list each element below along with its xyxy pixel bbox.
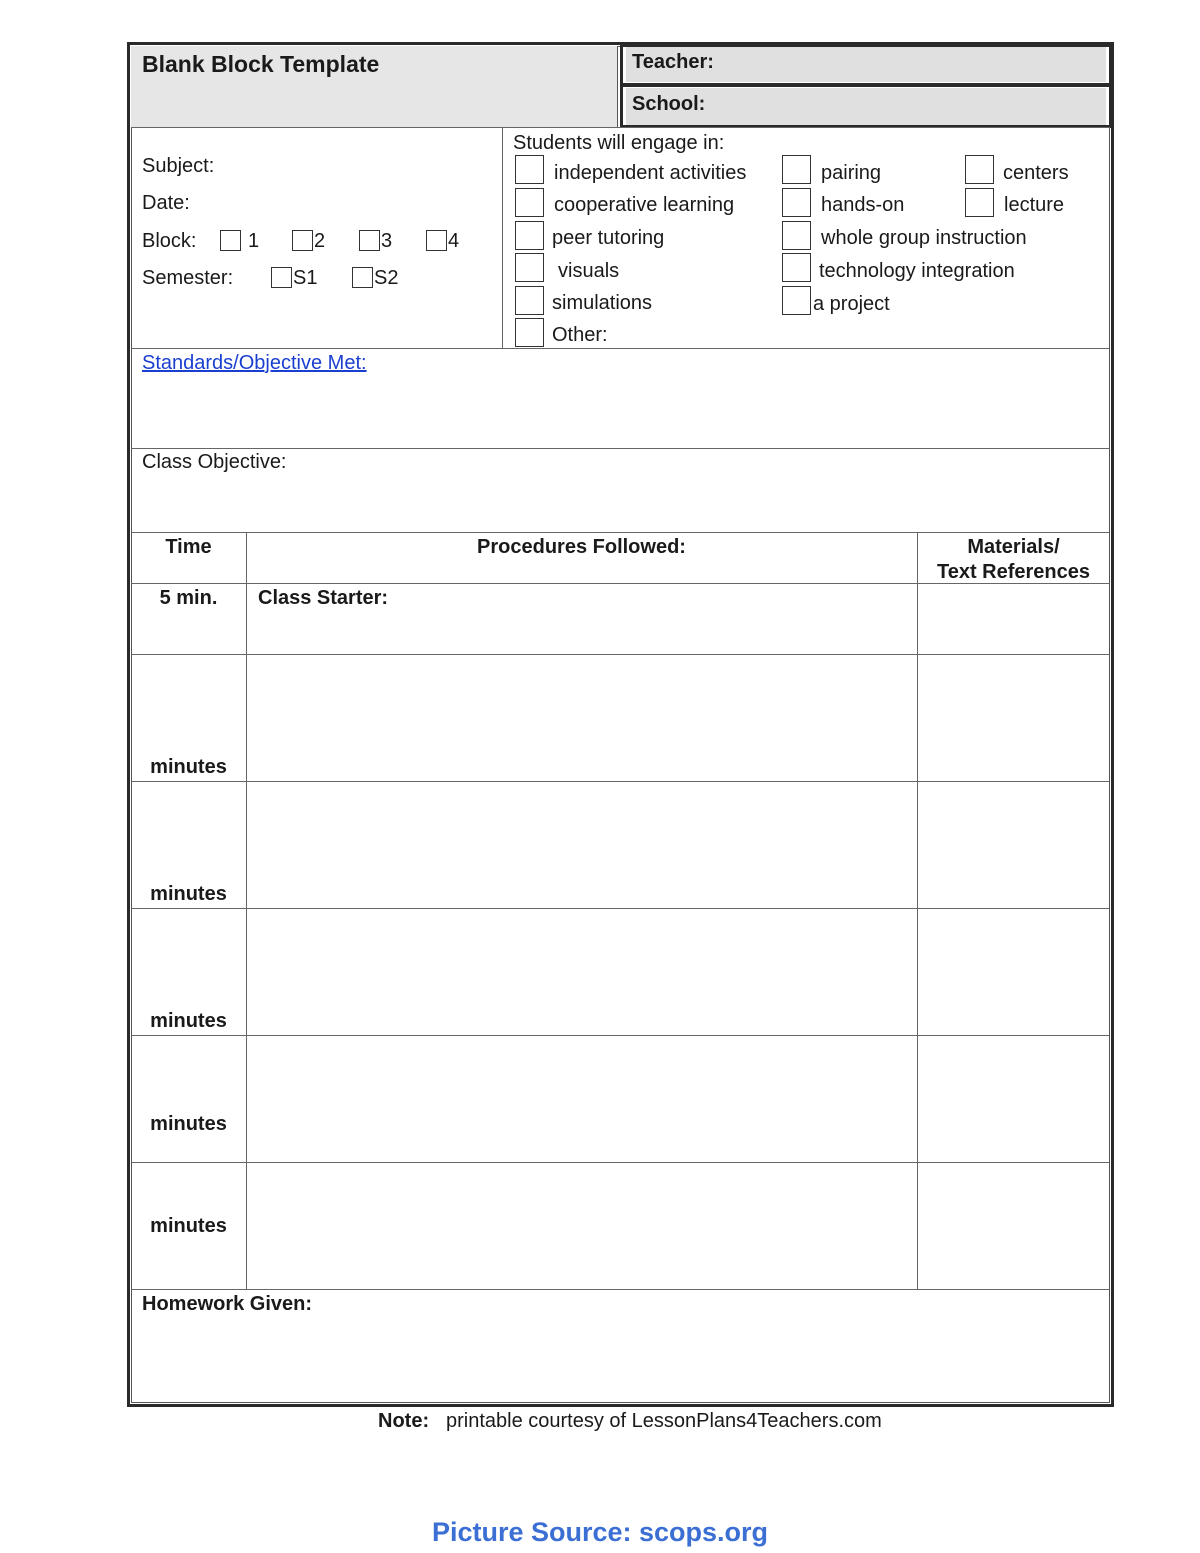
block-3-label: 3 <box>381 230 393 252</box>
engage-checkbox[interactable] <box>782 253 811 282</box>
procedures-header: Procedures Followed: <box>477 536 686 558</box>
engage-checkbox[interactable] <box>515 188 544 217</box>
divider-row5 <box>131 1162 1110 1163</box>
engage-option: independent activities <box>554 162 747 184</box>
divider-homework <box>131 1289 1110 1290</box>
divider-row4 <box>131 1035 1110 1036</box>
minutes-label: minutes <box>150 756 227 778</box>
semester-s2-checkbox[interactable] <box>352 267 373 288</box>
divider-table-top <box>131 532 1110 533</box>
engage-checkbox[interactable] <box>515 253 544 282</box>
starter-time: 5 min. <box>159 587 218 609</box>
teacher-school-divider <box>623 83 1109 87</box>
divider-header <box>131 127 1110 128</box>
time-header: Time <box>165 536 212 558</box>
engage-option: lecture <box>1004 194 1065 216</box>
minutes-label: minutes <box>150 1010 227 1032</box>
form-title: Blank Block Template <box>142 51 380 77</box>
divider-time-col <box>246 532 247 1289</box>
materials-header-line2: Text References <box>936 561 1091 583</box>
block-2-checkbox[interactable] <box>292 230 313 251</box>
teacher-label: Teacher: <box>632 51 714 73</box>
engage-checkbox[interactable] <box>515 155 544 184</box>
engage-option: technology integration <box>819 260 1015 282</box>
engage-option: hands-on <box>821 194 905 216</box>
engage-option: cooperative learning <box>554 194 735 216</box>
date-label: Date: <box>142 192 190 214</box>
class-starter-label: Class Starter: <box>258 587 389 609</box>
engage-option: visuals <box>558 260 620 282</box>
engage-option: Other: <box>552 324 608 346</box>
engage-checkbox[interactable] <box>782 221 811 250</box>
picture-source: Picture Source: scops.org <box>431 1517 769 1547</box>
minutes-label: minutes <box>150 1113 227 1135</box>
divider-standards <box>131 348 1110 349</box>
block-1-label: 1 <box>248 230 260 252</box>
divider-row1 <box>131 654 1110 655</box>
block-4-checkbox[interactable] <box>426 230 447 251</box>
engage-checkbox[interactable] <box>965 188 994 217</box>
divider-info-engage <box>502 127 503 349</box>
block-1-checkbox[interactable] <box>220 230 241 251</box>
materials-header-line1: Materials/ <box>967 536 1060 558</box>
engage-option: a project <box>813 293 890 315</box>
semester-s2-label: S2 <box>374 267 399 289</box>
note-label: Note: <box>378 1410 430 1432</box>
engage-checkbox[interactable] <box>965 155 994 184</box>
engage-checkbox[interactable] <box>515 286 544 315</box>
block-label: Block: <box>142 230 197 252</box>
school-label: School: <box>632 93 706 115</box>
engage-heading: Students will engage in: <box>513 132 725 154</box>
standards-link[interactable]: Standards/Objective Met: <box>142 352 367 374</box>
block-4-label: 4 <box>448 230 460 252</box>
divider-row3 <box>131 908 1110 909</box>
note-text: printable courtesy of LessonPlans4Teachers.com <box>446 1410 882 1432</box>
class-objective-label: Class Objective: <box>142 451 287 473</box>
engage-checkbox[interactable] <box>782 155 811 184</box>
block-3-checkbox[interactable] <box>359 230 380 251</box>
engage-option: simulations <box>552 292 653 314</box>
semester-s1-label: S1 <box>293 267 318 289</box>
divider-objective <box>131 448 1110 449</box>
engage-checkbox[interactable] <box>515 221 544 250</box>
minutes-label: minutes <box>150 1215 227 1237</box>
engage-checkbox[interactable] <box>782 188 811 217</box>
block-2-label: 2 <box>314 230 326 252</box>
engage-option: peer tutoring <box>552 227 665 249</box>
divider-materials-col <box>917 532 918 1289</box>
engage-option: centers <box>1003 162 1069 184</box>
semester-label: Semester: <box>142 267 234 289</box>
engage-checkbox[interactable] <box>515 318 544 347</box>
homework-label: Homework Given: <box>142 1293 313 1315</box>
subject-label: Subject: <box>142 155 215 177</box>
engage-checkbox[interactable] <box>782 286 811 315</box>
engage-option: pairing <box>821 162 882 184</box>
divider-row2 <box>131 781 1110 782</box>
engage-option: whole group instruction <box>821 227 1027 249</box>
minutes-label: minutes <box>150 883 227 905</box>
semester-s1-checkbox[interactable] <box>271 267 292 288</box>
